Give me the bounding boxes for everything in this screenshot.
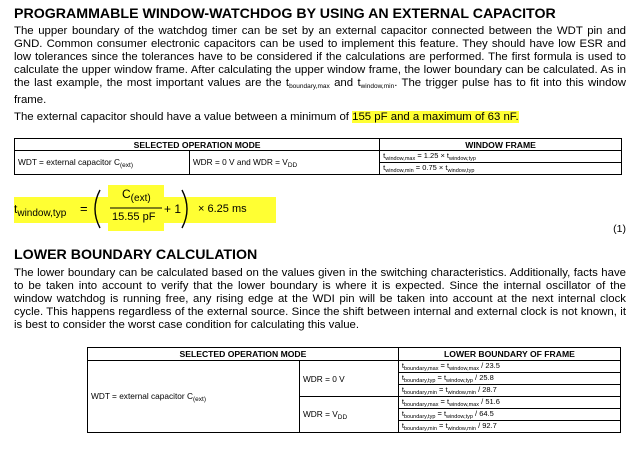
table1-window-min: $t_{window,min} = 0.75 \times t_{window,typ}$ xyxy=(380,163,622,175)
table2-mode-capacitor: WDT = external capacitor $C_{(ext)}$ xyxy=(88,361,300,433)
paragraph-watchdog-intro: The upper boundary of the watchdog timer can be set by an external capacitor connected between the WDT pin and GND. Common consumer electronic capacitors can be used to implement this feature. They should have low ESR and low tolerances since the tolerances have to be considered if the calculations are performed. The first formula is used to calculate the upper window frame. After calculating the upper window frame, the lower boundary can be calculated. As in the last example, the most important values are the $t_{boundary,max}$ and $t_{window,min}$. The trigger pulse has to fit into this window frame. xyxy=(14,25,626,106)
table2-header-boundary: LOWER BOUNDARY OF FRAME xyxy=(398,348,620,361)
table1-mode-wdr: WDR = 0 V and WDR = $V_{DD}$ xyxy=(189,151,379,175)
table2-row: $t_{boundary,typ} = t_{window,typ} / 25.8$ xyxy=(398,373,620,385)
lower-boundary-table xyxy=(87,347,621,433)
formula-plus-one: + 1 xyxy=(164,202,182,216)
table1-window-max: $t_{window,max} = 1.25 \times t_{window,typ}$ xyxy=(380,151,622,163)
equation-number: (1) xyxy=(613,223,626,235)
table2-row: $t_{boundary,min} = t_{window,min} / 28.7$ xyxy=(398,385,620,397)
formula-window-typ xyxy=(14,185,626,233)
section-heading-lower-boundary: LOWER BOUNDARY CALCULATION xyxy=(14,247,258,263)
formula-equals: = xyxy=(80,201,88,216)
formula-times: × 6.25 ms xyxy=(198,203,247,215)
formula-numerator: $C_{(ext)}$ xyxy=(122,187,151,204)
formula-denominator: 15.55 pF xyxy=(112,211,156,223)
table1-header-frame: WINDOW FRAME xyxy=(380,139,622,151)
formula-highlight xyxy=(14,185,626,233)
table2-row: $t_{boundary,max} = t_{window,max} / 23.5$ xyxy=(398,361,620,373)
paragraph-capacitor-range: The external capacitor should have a value between a minimum of 155 pF and a maximum of 63 nF. xyxy=(14,111,519,123)
highlighted-capacitor-range: 155 pF and a maximum of 63 nF. xyxy=(352,111,519,123)
table2-wdr-0v: WDR = 0 V xyxy=(299,361,398,397)
section-heading-watchdog: PROGRAMMABLE WINDOW-WATCHDOG BY USING AN EXTERNAL CAPACITOR xyxy=(14,6,556,22)
table1-header-mode: SELECTED OPERATION MODE xyxy=(15,139,380,151)
table2-row: $t_{boundary,min} = t_{window,min} / 92.7$ xyxy=(398,421,620,433)
table2-row: $t_{boundary,max} = t_{window,max} / 51.6$ xyxy=(398,397,620,409)
table2-wdr-vdd: WDR = $V_{DD}$ xyxy=(299,397,398,433)
paragraph-lower-boundary: The lower boundary can be calculated based on the values given in the switching characteristics. Additionally, facts have to be taken into account to verify that the lower boundary is where it is expected. Since the internal oscillator of the window watchdog is running free, any rising edge at the WDI pin will be taken into account at the next internal clock cycle. This happens regardless of the external source. Since the shift between internal and external clock is not known, it is best to consider the worst case condition for calculating this value. xyxy=(14,267,626,331)
table2-row: $t_{boundary,typ} = t_{window,typ} / 64.5$ xyxy=(398,409,620,421)
window-frame-table xyxy=(14,138,622,175)
formula-lhs: $t_{window,typ}$ xyxy=(14,202,67,219)
table2-header-mode: SELECTED OPERATION MODE xyxy=(88,348,399,361)
table1-mode-capacitor: WDT = external capacitor $C_{(ext)}$ xyxy=(15,151,190,175)
